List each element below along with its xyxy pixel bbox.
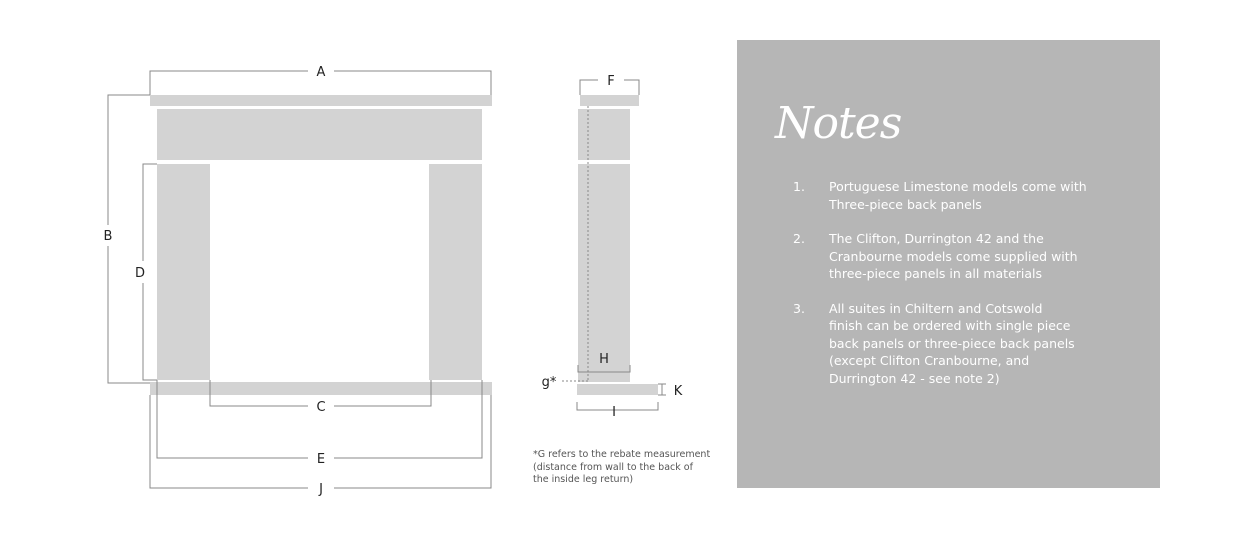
label-g: g*: [541, 375, 557, 390]
label-b: B: [103, 229, 113, 244]
notes-title: Notes: [775, 98, 902, 149]
note-line: (except Clifton Cranbourne, and: [829, 353, 1030, 368]
frieze-panel: [157, 109, 482, 160]
label-i: I: [612, 405, 616, 420]
footnote-line: *G refers to the rebate measurement: [533, 449, 711, 460]
note-line: Cranbourne models come supplied with: [829, 248, 1078, 264]
note-item: [793, 300, 1113, 388]
front-elevation: [150, 95, 492, 395]
side-leg: [578, 164, 630, 382]
hearth: [150, 382, 492, 395]
note-line: Three-piece back panels: [829, 196, 982, 212]
side-elevation: [577, 95, 658, 395]
note-item: [793, 178, 1113, 213]
label-d: D: [134, 266, 146, 281]
side-hearth: [577, 384, 658, 395]
right-leg: [429, 164, 482, 380]
note-text: [829, 230, 1078, 283]
rebate-footnote: [533, 449, 733, 487]
note-line: All suites in Chiltern and Cotswold: [829, 300, 1043, 316]
footnote-line: (distance from wall to the back of: [533, 461, 693, 473]
label-c: C: [316, 400, 326, 415]
note-line: The Clifton, Durrington 42 and the: [829, 231, 1044, 246]
left-leg: [157, 164, 210, 380]
note-line: three-piece panels in all materials: [829, 266, 1043, 281]
note-text: [829, 300, 1075, 388]
note-text: [829, 178, 1087, 213]
dim-line-d: [143, 164, 157, 380]
side-shelf: [580, 95, 639, 106]
notes-panel: [737, 40, 1160, 488]
footnote-line: the inside leg return): [533, 474, 634, 485]
notes-list: [793, 178, 1113, 404]
label-h: H: [599, 352, 609, 367]
note-number: 3.: [793, 300, 805, 316]
note-line: finish can be ordered with single piece: [829, 318, 1071, 333]
dim-line-i: [577, 402, 658, 410]
dim-line-b: [108, 95, 150, 383]
label-k: K: [673, 384, 683, 399]
note-line: back panels or three-piece back panels: [829, 335, 1075, 351]
note-number: 1.: [793, 179, 805, 194]
note-item: [793, 230, 1113, 283]
label-f: F: [607, 74, 615, 89]
side-frieze: [578, 109, 630, 160]
note-line: Portuguese Limestone models come with: [829, 179, 1087, 194]
label-e: E: [316, 452, 326, 467]
mantel-shelf: [150, 95, 492, 106]
dim-line-k: [658, 384, 666, 395]
note-number: 2.: [793, 231, 805, 246]
label-j: J: [319, 482, 323, 497]
label-a: A: [316, 65, 326, 80]
note-line: Durrington 42 - see note 2): [829, 370, 1000, 386]
